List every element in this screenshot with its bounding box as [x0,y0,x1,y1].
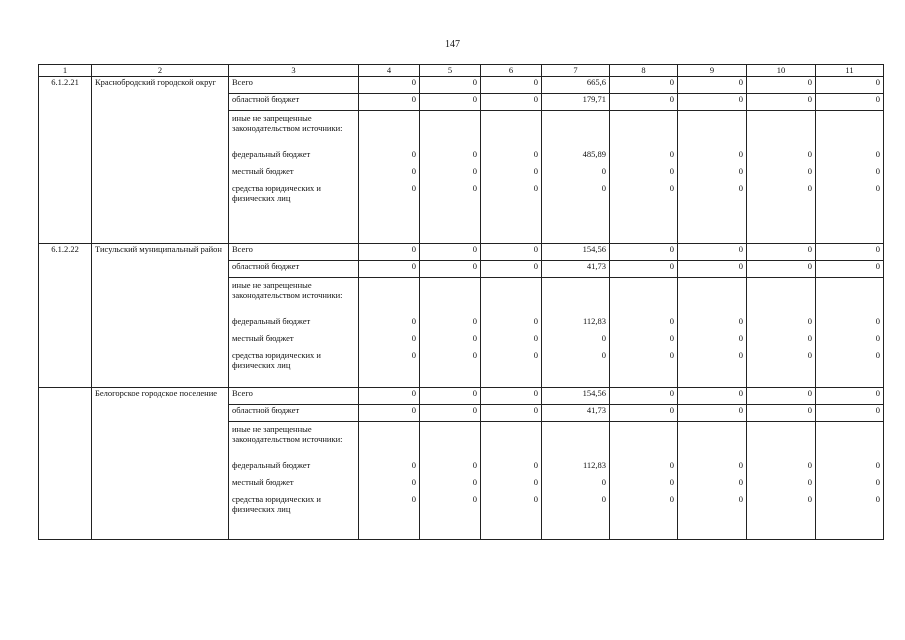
value-column-cell [481,111,542,244]
value-cell: 0 [481,244,542,261]
value-cell: 0 [807,333,812,343]
value-cell: 0 [601,183,606,193]
value-cell: 0 [533,149,538,159]
value-cell: 0 [738,316,743,326]
column-header: 5 [420,65,481,77]
other-sources-cell [229,422,359,540]
value-cell: 0 [601,477,606,487]
value-cell: 0 [411,316,416,326]
value-cell: 0 [678,388,747,405]
value-cell: 0 [610,261,678,278]
value-cell: 0 [669,494,674,504]
value-cell: 0 [738,350,743,360]
value-cell: 0 [359,77,420,94]
value-cell: 0 [875,166,880,176]
value-cell: 0 [747,94,816,111]
value-cell: 0 [359,244,420,261]
column-header: 6 [481,65,542,77]
value-column-cell [678,278,747,388]
value-cell: 0 [747,261,816,278]
value-column-cell [481,278,542,388]
value-cell: 0 [601,494,606,504]
column-header: 1 [39,65,92,77]
other-sources-cell [229,111,359,244]
value-cell: 0 [807,149,812,159]
value-cell: 0 [807,460,812,470]
value-cell: 0 [359,405,420,422]
value-cell: 0 [472,494,477,504]
value-column-cell [747,422,816,540]
value-cell: 0 [669,183,674,193]
municipality-name: Тисульский муниципальный район [92,244,229,388]
source-label: областной бюджет [229,94,359,111]
value-cell: 0 [738,477,743,487]
source-label: местный бюджет [232,477,294,487]
value-cell: 0 [610,405,678,422]
value-cell: 0 [875,460,880,470]
value-cell: 0 [678,94,747,111]
value-cell: 0 [875,149,880,159]
value-cell: 0 [669,333,674,343]
source-label: федеральный бюджет [232,149,311,159]
value-column-cell [747,278,816,388]
source-label: Всего [229,244,359,261]
value-column-cell [420,278,481,388]
value-column-cell [481,422,542,540]
value-cell: 0 [411,166,416,176]
source-label: Всего [229,388,359,405]
value-cell: 154,56 [542,388,610,405]
value-cell: 0 [411,460,416,470]
value-cell: 0 [411,494,416,504]
value-cell: 0 [472,166,477,176]
value-cell: 0 [420,244,481,261]
value-cell: 112,83 [582,316,606,326]
page-number: 147 [445,39,460,50]
source-label: местный бюджет [232,333,294,343]
value-column-cell [542,278,610,388]
value-cell: 0 [807,350,812,360]
value-column-cell [816,111,884,244]
value-cell: 0 [481,77,542,94]
value-cell: 0 [481,388,542,405]
other-sources-label: иные не запрещенные законодательством источники: [232,424,343,444]
value-cell: 0 [807,494,812,504]
value-cell: 0 [601,333,606,343]
value-cell: 0 [481,261,542,278]
value-cell: 0 [816,388,884,405]
source-label: местный бюджет [232,166,294,176]
value-cell: 0 [669,350,674,360]
value-cell: 0 [420,261,481,278]
value-cell: 0 [875,316,880,326]
row-code: 6.1.2.22 [39,244,92,388]
value-column-cell [359,111,420,244]
value-column-cell [542,111,610,244]
value-cell: 0 [875,183,880,193]
value-cell: 0 [816,94,884,111]
value-cell: 0 [738,333,743,343]
column-header: 4 [359,65,420,77]
value-cell: 0 [610,244,678,261]
value-cell: 0 [533,460,538,470]
value-cell: 0 [420,405,481,422]
value-cell: 0 [747,405,816,422]
value-cell: 0 [472,350,477,360]
value-cell: 0 [875,494,880,504]
value-cell: 0 [816,261,884,278]
value-column-cell [610,278,678,388]
table-row [39,244,884,261]
source-label: федеральный бюджет [232,460,311,470]
other-sources-cell [229,278,359,388]
value-cell: 0 [359,388,420,405]
value-cell: 0 [669,149,674,159]
value-cell: 0 [816,77,884,94]
value-cell: 0 [411,350,416,360]
source-label: средства юридических и физических лиц [232,350,321,370]
value-cell: 0 [678,405,747,422]
value-cell: 0 [472,460,477,470]
header-row [39,65,884,77]
value-cell: 0 [472,316,477,326]
value-cell: 0 [420,388,481,405]
column-header: 2 [92,65,229,77]
value-cell: 665,6 [542,77,610,94]
value-cell: 0 [472,477,477,487]
row-code [39,388,92,540]
value-cell: 0 [816,244,884,261]
value-column-cell [610,111,678,244]
municipality-name: Белогорское городское поселение [92,388,229,540]
source-label: Всего [229,77,359,94]
value-cell: 0 [669,316,674,326]
value-cell: 0 [738,166,743,176]
value-column-cell [420,111,481,244]
source-label: федеральный бюджет [232,316,311,326]
value-cell: 0 [533,494,538,504]
value-cell: 0 [738,149,743,159]
value-cell: 0 [420,77,481,94]
column-header: 3 [229,65,359,77]
value-cell: 0 [747,388,816,405]
value-cell: 0 [875,333,880,343]
source-label: областной бюджет [229,405,359,422]
value-cell: 0 [481,94,542,111]
value-cell: 0 [807,166,812,176]
value-cell: 0 [875,350,880,360]
value-column-cell [359,278,420,388]
value-cell: 0 [411,333,416,343]
value-cell: 41,73 [542,405,610,422]
value-cell: 0 [533,316,538,326]
value-cell: 0 [411,477,416,487]
row-code: 6.1.2.21 [39,77,92,244]
column-header: 9 [678,65,747,77]
source-label: областной бюджет [229,261,359,278]
value-cell: 0 [472,183,477,193]
value-column-cell [359,422,420,540]
value-cell: 0 [807,183,812,193]
value-cell: 0 [420,94,481,111]
value-cell: 0 [669,460,674,470]
value-cell: 0 [610,388,678,405]
value-cell: 0 [411,149,416,159]
value-cell: 0 [610,94,678,111]
column-header: 11 [816,65,884,77]
source-label: средства юридических и физических лиц [232,494,321,514]
value-cell: 0 [669,166,674,176]
column-header: 10 [747,65,816,77]
value-cell: 0 [533,350,538,360]
column-header: 7 [542,65,610,77]
value-cell: 0 [610,77,678,94]
value-cell: 0 [601,166,606,176]
value-cell: 0 [678,244,747,261]
value-cell: 0 [747,77,816,94]
value-column-cell [747,111,816,244]
source-label: средства юридических и физических лиц [232,183,321,203]
column-header: 8 [610,65,678,77]
value-cell: 0 [678,261,747,278]
value-cell: 0 [533,477,538,487]
value-column-cell [678,422,747,540]
value-cell: 0 [359,261,420,278]
value-cell: 0 [472,333,477,343]
value-cell: 0 [816,405,884,422]
value-cell: 0 [738,460,743,470]
value-cell: 0 [411,183,416,193]
value-cell: 0 [807,477,812,487]
value-cell: 0 [601,350,606,360]
other-sources-label: иные не запрещенные законодательством источники: [232,113,343,133]
value-cell: 0 [359,94,420,111]
municipality-name: Краснобродский городской округ [92,77,229,244]
value-cell: 0 [472,149,477,159]
table-row [39,77,884,94]
value-cell: 0 [533,183,538,193]
value-cell: 0 [533,166,538,176]
value-cell: 0 [738,183,743,193]
value-column-cell [610,422,678,540]
value-cell: 0 [533,333,538,343]
table-row [39,388,884,405]
value-cell: 179,71 [542,94,610,111]
value-cell: 0 [481,405,542,422]
other-sources-label: иные не запрещенные законодательством источники: [232,280,343,300]
value-cell: 0 [678,77,747,94]
value-column-cell [816,278,884,388]
value-cell: 0 [747,244,816,261]
value-cell: 112,83 [582,460,606,470]
value-cell: 485,89 [582,149,606,159]
value-cell: 0 [807,316,812,326]
value-column-cell [678,111,747,244]
value-column-cell [420,422,481,540]
value-column-cell [542,422,610,540]
value-cell: 154,56 [542,244,610,261]
value-cell: 0 [738,494,743,504]
value-cell: 41,73 [542,261,610,278]
value-column-cell [816,422,884,540]
value-cell: 0 [875,477,880,487]
budget-table [38,64,884,540]
value-cell: 0 [669,477,674,487]
